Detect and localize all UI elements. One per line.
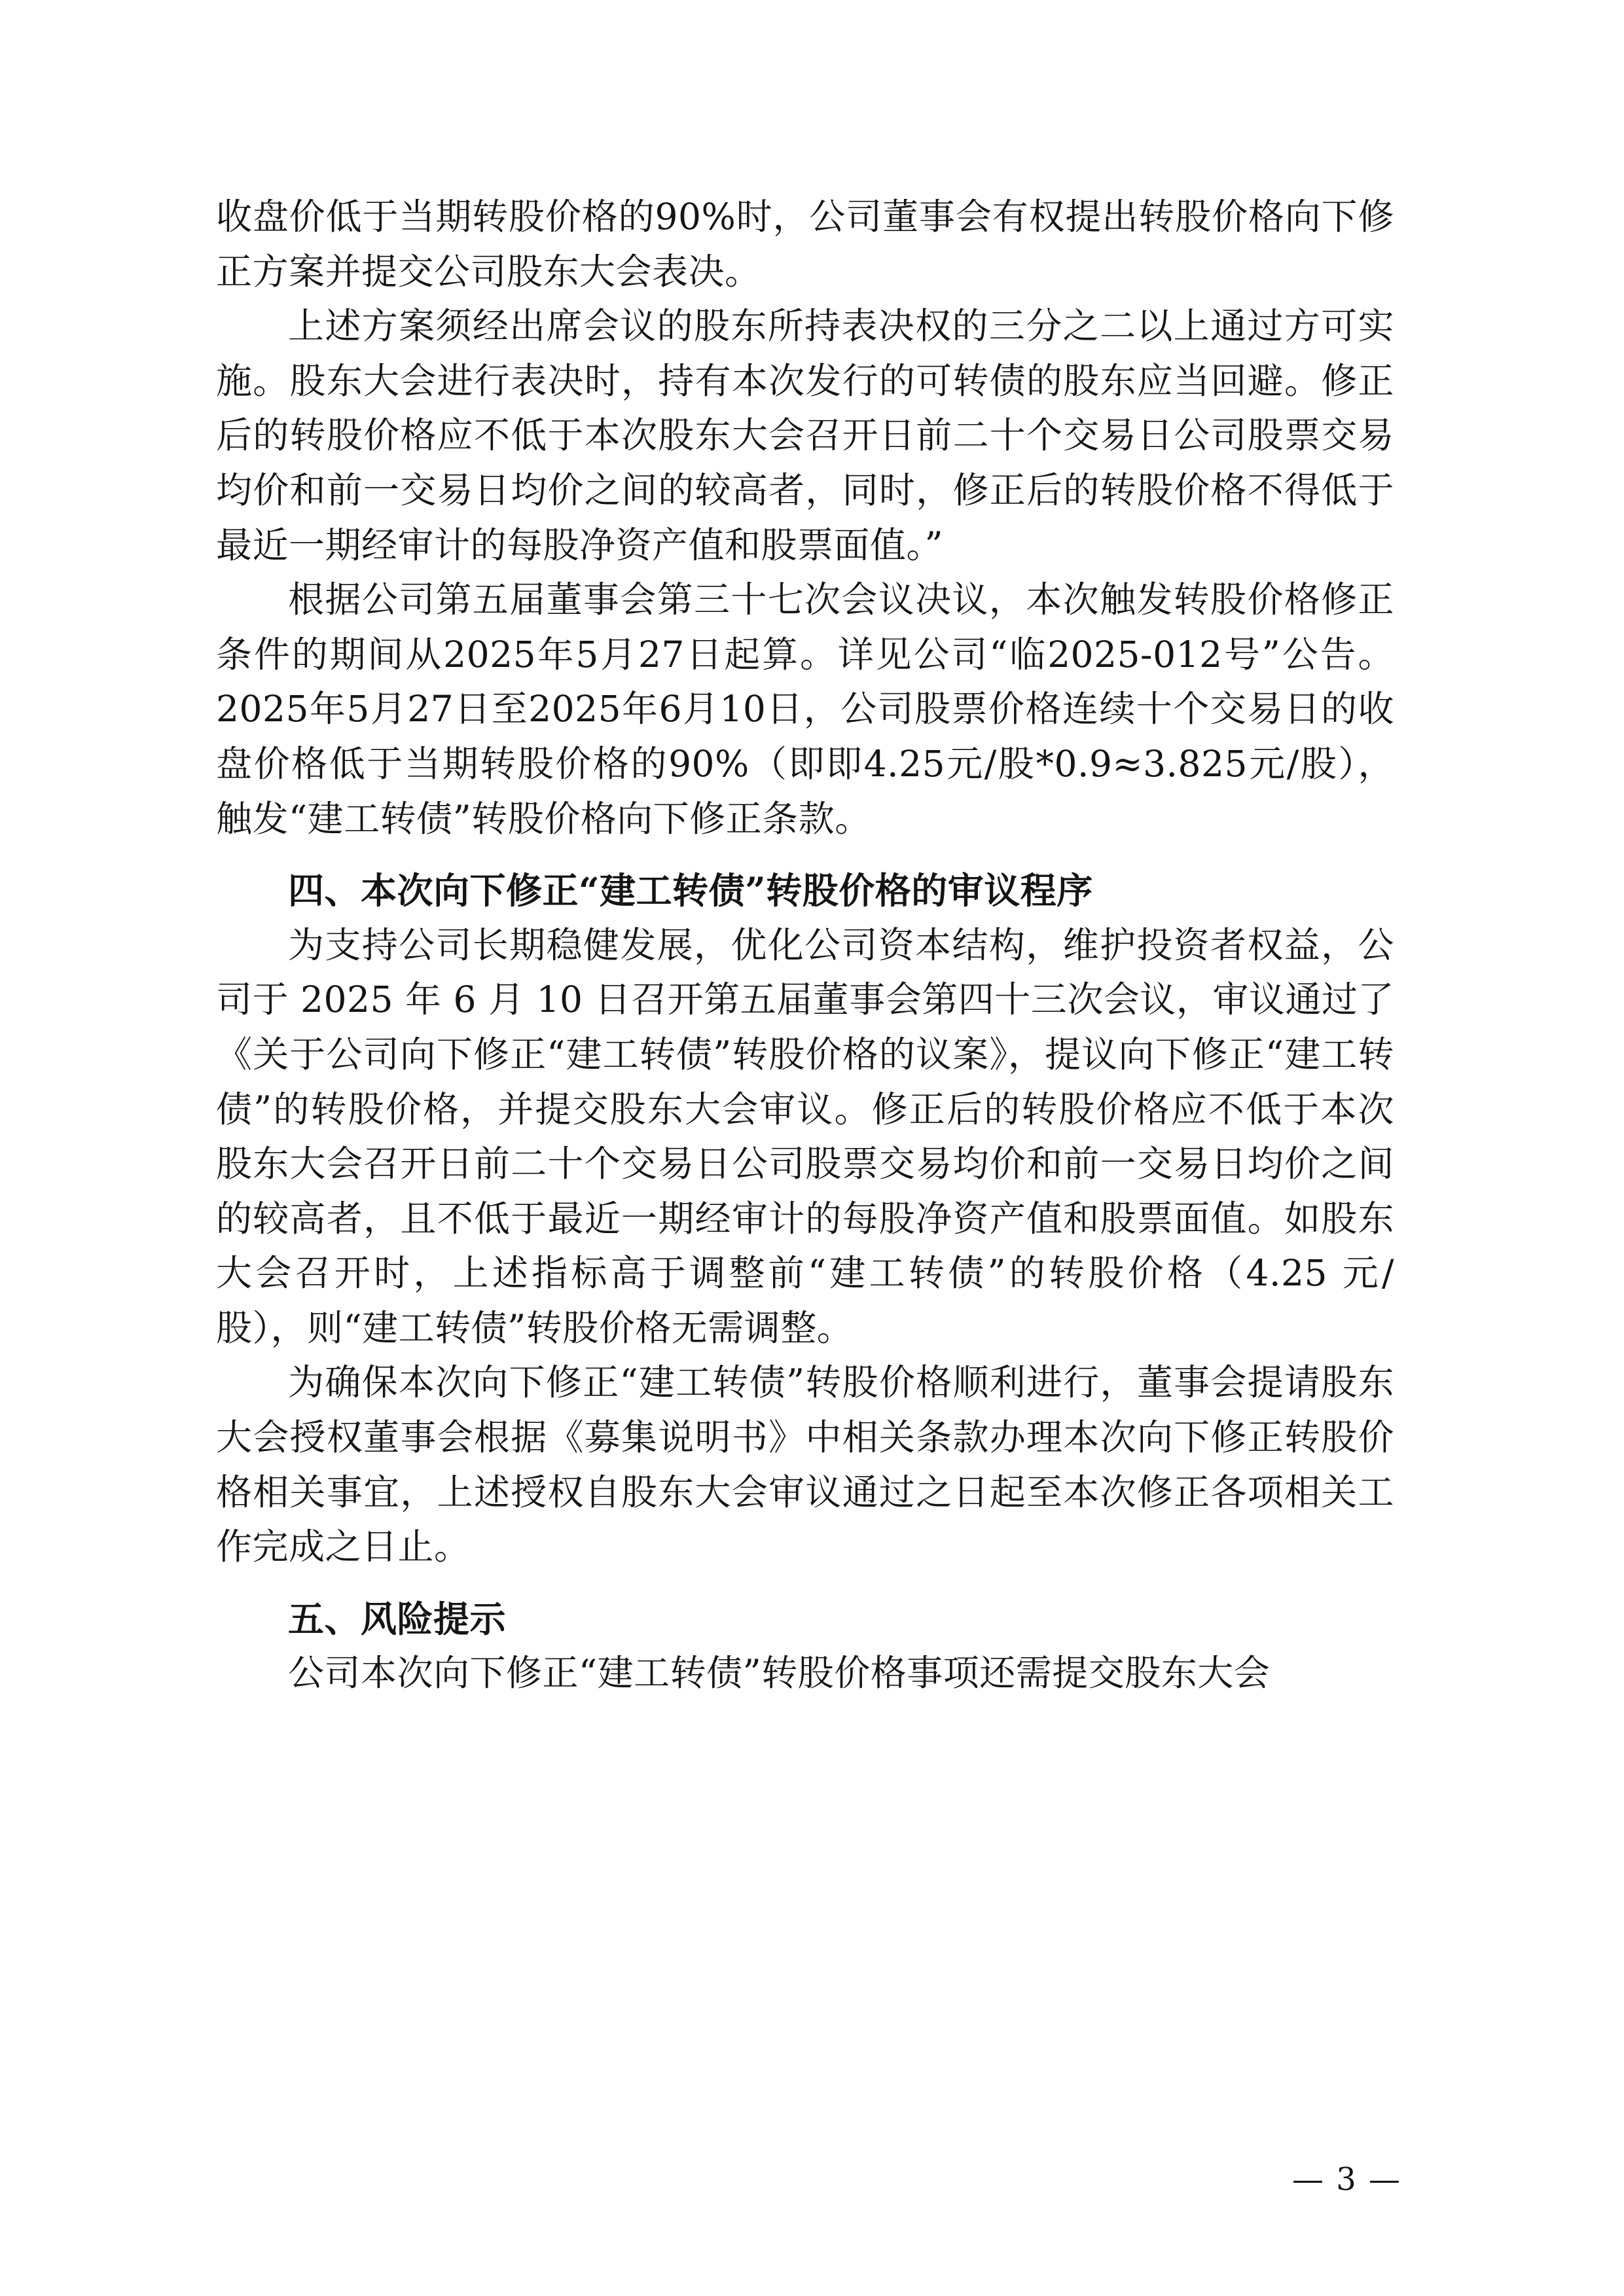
paragraph-revision-conditions: 上述方案须经出席会议的股东所持表决权的三分之二以上通过方可实施。股东大会进行表决时，持有本次发行的可转债的股东应当回避。修正后的转股价格应不低于本次股东大会召开日前二十个交易日公司股票交易均价和前一交易日均价之间的较高者，同时，修正后的转股价格不得低于最近一期经审计的每股净资产值和股票面值。” [216, 305, 1394, 566]
paragraph-authorization: 为确保本次向下修正“建工转债”转股价格顺利进行，董事会提请股东大会授权董事会根据《募集说明书》中相关条款办理本次向下修正转股价格相关事宜，上述授权自股东大会审议通过之日起至本次修正各项相关工作完成之日止。 [216, 1361, 1394, 1568]
spacer [216, 1575, 1394, 1592]
section-heading-four: 四、本次向下修正“建工转债”转股价格的审议程序 [288, 869, 1093, 912]
paragraph-continuation: 收盘价低于当期转股价格的90%时，公司董事会有权提出转股价格向下修正方案并提交公司股东大会表决。 [216, 196, 1394, 293]
section-heading-five: 五、风险提示 [288, 1597, 507, 1640]
paragraph-board-resolution: 为支持公司长期稳健发展，优化公司资本结构，维护投资者权益，公司于 2025 年 6 月 10 日召开第五届董事会第四十三次会议，审议通过了《关于公司向下修正“建工转债”转股价格的议案》，提议向下修正“建工转债”的转股价格，并提交股东大会审议。修正后的转股价格应不低于本次股东大会召开日前二十个交易日公司股票交易均价和前一交易日均价之间的较高者，且不低于最近一期经审计的每股净资产值和股票面值。如股东大会召开时，上述指标高于调整前“建工转债”的转股价格（4.25 元/股），则“建工转债”转股价格无需调整。 [216, 924, 1394, 1349]
spacer [216, 846, 1394, 863]
page-number: — 3 — [1291, 2161, 1401, 2198]
paragraph-trigger-period: 根据公司第五届董事会第三十七次会议决议，本次触发转股价格修正条件的期间从2025年5月27日起算。详见公司“临2025-012号”公告。2025年5月27日至2025年6月10日，公司股票价格连续十个交易日的收盘价格低于当期转股价格的90%（即即4.25元/股*0.9≈3.825元/股），触发“建工转债”转股价格向下修正条款。 [216, 579, 1394, 840]
document-body [216, 190, 1394, 1701]
paragraph-risk-notice: 公司本次向下修正“建工转债”转股价格事项还需提交股东大会 [288, 1652, 1271, 1695]
